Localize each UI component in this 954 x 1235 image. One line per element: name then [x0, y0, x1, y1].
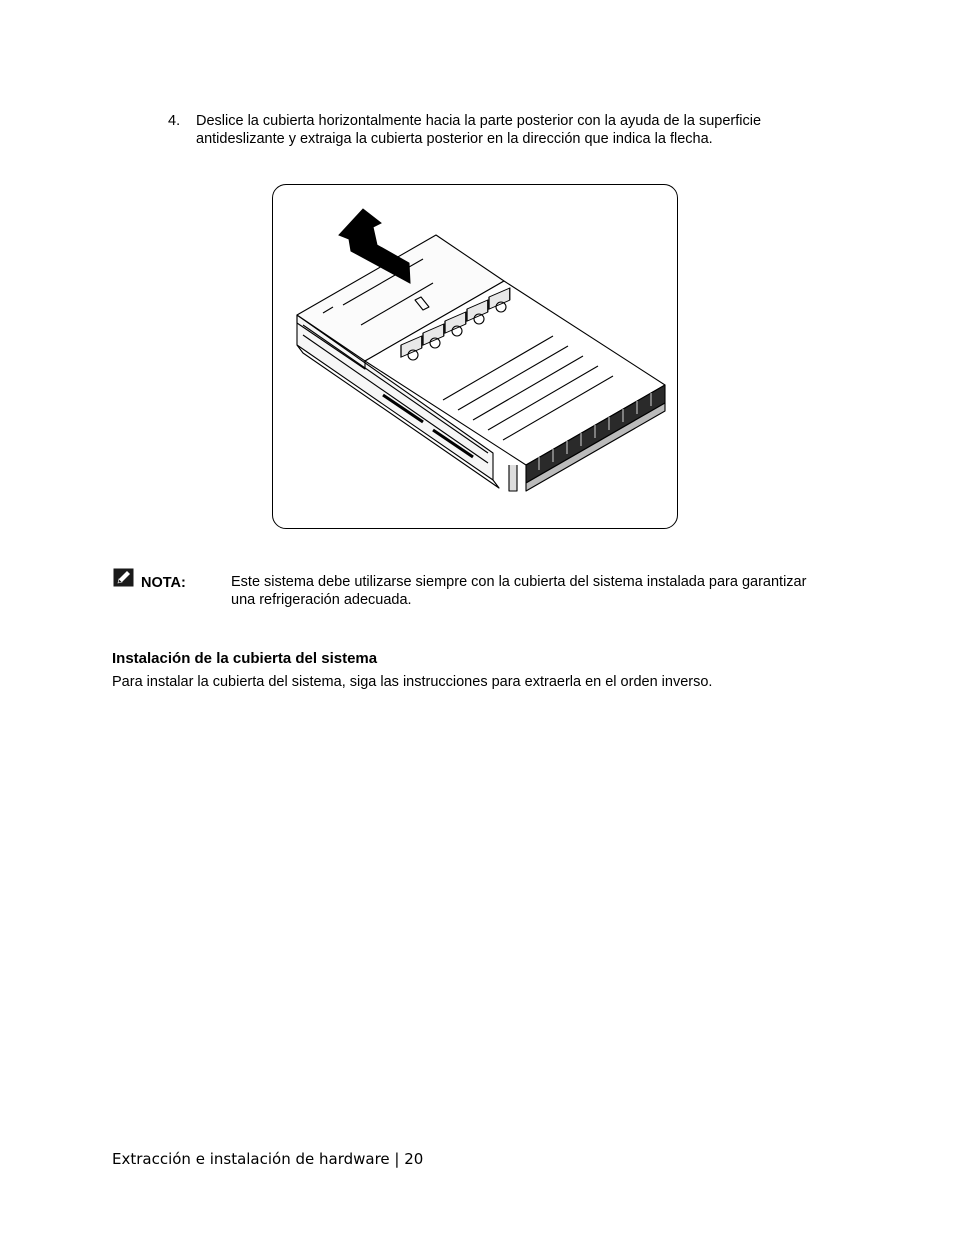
- note-label: NOTA:: [141, 575, 186, 591]
- section-heading: Instalación de la cubierta del sistema: [112, 650, 378, 667]
- section-body: Para instalar la cubierta del sistema, siga las instrucciones para extraerla en el orden inverso.: [112, 674, 713, 690]
- server-cover-removal-illustration: [272, 184, 678, 529]
- step-text: Deslice la cubierta horizontalmente hacia la parte posterior con la ayuda de la superficie antideslizante y extraiga la cubierta posterior en la dirección que indica la flecha.: [196, 113, 762, 147]
- note-text: Este sistema debe utilizarse siempre con la cubierta del sistema instalada para garantizar una refrigeración adecuada.: [231, 574, 807, 608]
- step-number: 4.: [168, 113, 181, 129]
- pencil-note-icon: [113, 568, 134, 587]
- page-footer: Extracción e instalación de hardware | 20: [112, 1150, 424, 1168]
- step-4: [168, 112, 818, 148]
